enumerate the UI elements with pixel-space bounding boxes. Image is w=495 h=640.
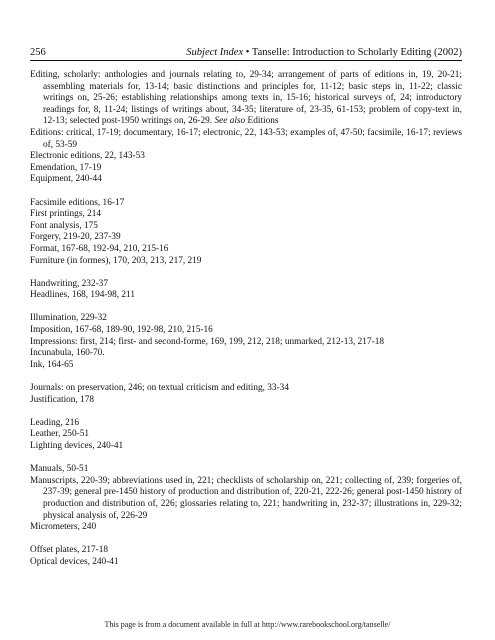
- index-entry-text: Leather, 250-51: [30, 429, 89, 440]
- letter-group-gap: [30, 371, 462, 383]
- index-entry: [30, 244, 462, 256]
- see-also-reference: See also: [214, 116, 246, 127]
- index-entry: [30, 545, 462, 557]
- index-entry-text: Micrometers, 240: [30, 522, 97, 533]
- index-entry: [30, 256, 462, 268]
- index-entry-text: Leading, 216: [30, 417, 80, 428]
- index-entry: [30, 383, 462, 395]
- index-entry-text: Editions: critical, 17-19; documentary, 16-17; electronic, 22, 143-53; examples of, 47-50; facsimile, 16-17; reviews of, 53-59: [30, 127, 462, 150]
- index-entry-text: Manuscripts, 220-39; abbreviations used in, 221; checklists of scholarship on, 221; collecting of, 239; forgeries of, 237-39; general pre-1450 history of production and distribution of, 220-21, 222-26; general post-1450 history of production and distribution of, 226; glossaries relating to, 221; handwriting in, 232-37; illustrations in, 229-32; physical analysis of, 226-29: [30, 475, 462, 521]
- index-entry-text: Headlines, 168, 194-98, 211: [30, 290, 136, 301]
- index-entry: [30, 279, 462, 291]
- index-entry: [30, 325, 462, 337]
- index-entry: [30, 232, 462, 244]
- index-entry-text: Incunabula, 160-70.: [30, 348, 105, 359]
- index-entry: [30, 522, 462, 534]
- index-entry: [30, 360, 462, 372]
- index-entries: [30, 70, 462, 569]
- index-entry: [30, 70, 462, 128]
- index-entry: [30, 163, 462, 175]
- index-entry-text: Optical devices, 240-41: [30, 556, 119, 567]
- letter-group-gap: [30, 302, 462, 314]
- index-entry: [30, 313, 462, 325]
- index-entry-text: Equipment, 240-44: [30, 174, 102, 185]
- index-entry-text: Lighting devices, 240-41: [30, 441, 124, 451]
- index-entry: [30, 476, 462, 522]
- index-entry: [30, 198, 462, 210]
- letter-group-gap: [30, 534, 462, 546]
- index-entry: [30, 418, 462, 430]
- index-entry-text: Format, 167-68, 192-94, 210, 215-16: [30, 243, 169, 254]
- index-entry-text: Ink, 164-65: [30, 359, 74, 370]
- index-entry: [30, 337, 462, 349]
- index-entry: [30, 429, 462, 441]
- index-entry-text: Font analysis, 175: [30, 220, 98, 231]
- index-entry-text: Manuals, 50-51: [30, 464, 89, 475]
- index-entry-text: First printings, 214: [30, 209, 102, 220]
- index-entry: [30, 221, 462, 233]
- index-entry-text: Handwriting, 232-37: [30, 278, 108, 289]
- letter-group-gap: [30, 453, 462, 465]
- source-footer: This page is from a document available in full at http://www.rarebookschool.org/tanselle/: [104, 620, 391, 629]
- index-entry-text: Journals: on preservation, 246; on textual criticism and editing, 33-34: [30, 383, 289, 394]
- index-entry: [30, 348, 462, 360]
- index-entry: [30, 128, 462, 151]
- running-title-section: Subject Index: [186, 47, 244, 58]
- index-entry-text: Editing, scholarly: anthologies and journals relating to, 29-34; arrangement of parts of editions in, 19, 20-21; assembling materials for, 13-14; basic distinctions and principles for, 11-12; basic steps in, 11-22; classic writings on, 25-26; establishing relationships among texts in, 15-16; historical surveys of, 24; introductory readings for, 8, 11-24; listings of writings about, 34-35; literature of, 23-35, 61-153; problem of copy-text in, 12-13; selected post-1950 writings on, 26-29.: [30, 70, 462, 127]
- see-also-target: Editions: [247, 116, 279, 127]
- index-entry-text: Electronic editions, 22, 143-53: [30, 151, 145, 162]
- running-header: [30, 47, 462, 61]
- index-entry-text: Facsimile editions, 16-17: [30, 197, 125, 208]
- index-entry-text: Imposition, 167-68, 189-90, 192-98, 210, 215-16: [30, 325, 213, 336]
- index-entry: [30, 174, 462, 186]
- index-entry-text: Offset plates, 217-18: [30, 545, 109, 556]
- running-title: [186, 47, 462, 59]
- running-title-book: Tanselle: Introduction to Scholarly Editing (2002): [251, 47, 462, 58]
- index-entry-text: Justification, 178: [30, 394, 95, 405]
- index-entry-text: Furniture (in formes), 170, 203, 213, 217, 219: [30, 255, 202, 266]
- index-entry: [30, 290, 462, 302]
- running-title-bullet: •: [245, 47, 250, 58]
- index-entry: [30, 464, 462, 476]
- index-entry: [30, 209, 462, 221]
- letter-group-gap: [30, 267, 462, 279]
- index-entry-text: Forgery, 219-20, 237-39: [30, 232, 121, 243]
- letter-group-gap: [30, 186, 462, 198]
- page-number: 256: [30, 47, 46, 58]
- letter-group-gap: [30, 406, 462, 418]
- index-entry: [30, 395, 462, 407]
- index-entry: [30, 441, 462, 453]
- index-entry: [30, 151, 462, 163]
- index-entry-text: Impressions: first, 214; first- and second-forme, 169, 199, 212, 218; unmarked, 212-13, 217-18: [30, 336, 384, 347]
- index-entry-text: Emendation, 17-19: [30, 162, 102, 173]
- index-entry-text: Illumination, 229-32: [30, 313, 107, 324]
- index-entry: [30, 557, 462, 569]
